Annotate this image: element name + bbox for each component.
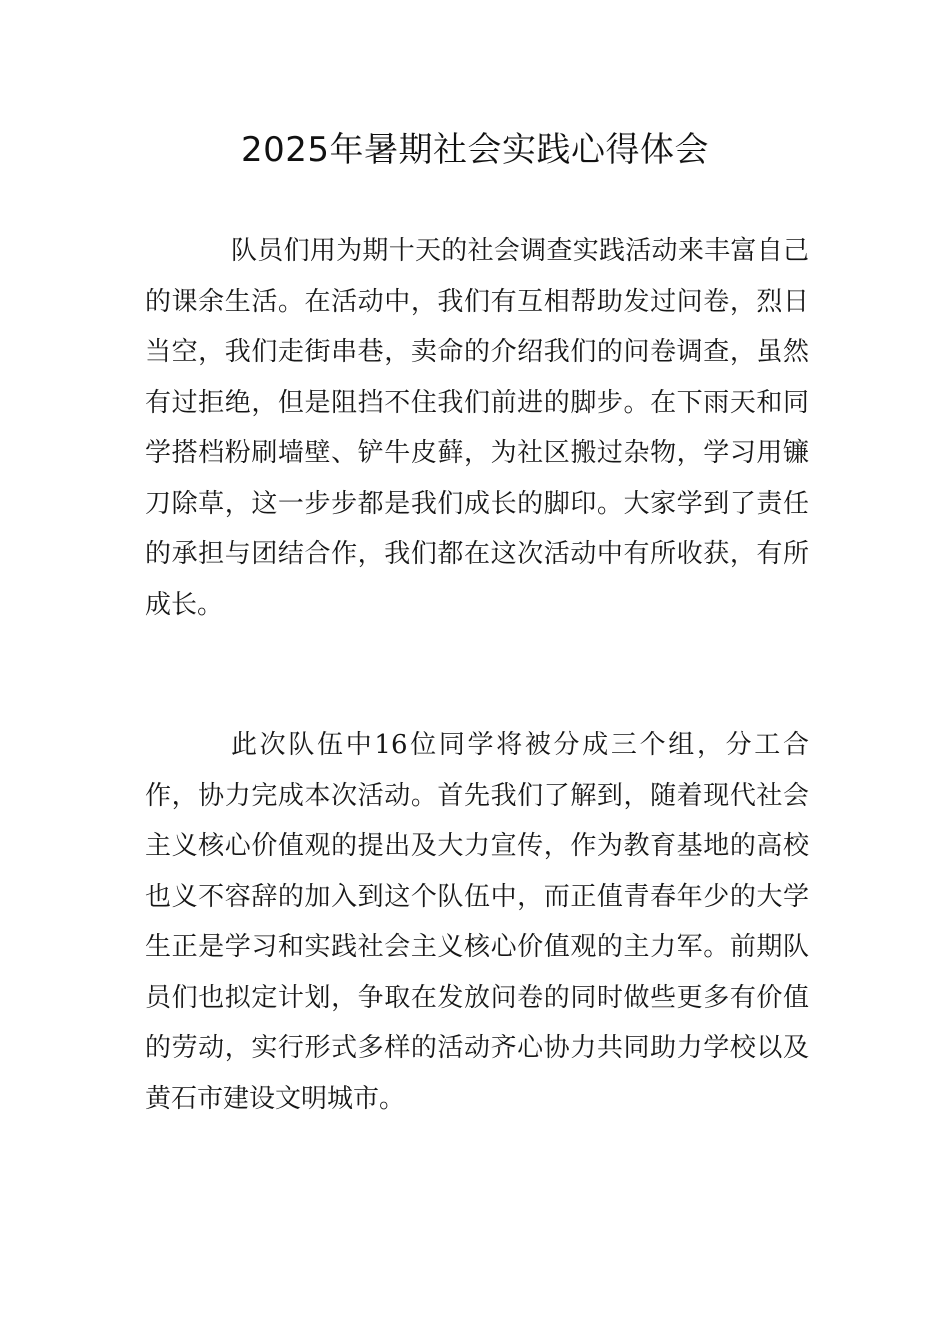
paragraph-1: 队员们用为期十天的社会调查实践活动来丰富自己的课余生活。在活动中，我们有互相帮助发过问卷，烈日当空，我们走街串巷，卖命的介绍我们的问卷调查，虽然有过拒绝，但是阻挡不住我们前进的脚步。在下雨天和同学搭档粉刷墙壁、铲牛皮藓，为社区搬过杂物，学习用镰刀除草，这一步步都是我们成长的脚印。大家学到了责任的承担与团结合作，我们都在这次活动中有所收获，有所成长。 [145, 236, 809, 620]
page-title: 2025年暑期社会实践心得体会 [240, 130, 710, 170]
paragraph-2: 此次队伍中16位同学将被分成三个组，分工合作，协力完成本次活动。首先我们了解到，随着现代社会主义核心价值观的提出及大力宣传，作为教育基地的高校也义不容辞的加入到这个队伍中，而正值青春年少的大学生正是学习和实践社会主义核心价值观的主力军。前期队员们也拟定计划，争取在发放问卷的同时做些更多有价值的劳动，实行形式多样的活动齐心协力共同助力学校以及黄石市建设文明城市。 [145, 730, 809, 1114]
